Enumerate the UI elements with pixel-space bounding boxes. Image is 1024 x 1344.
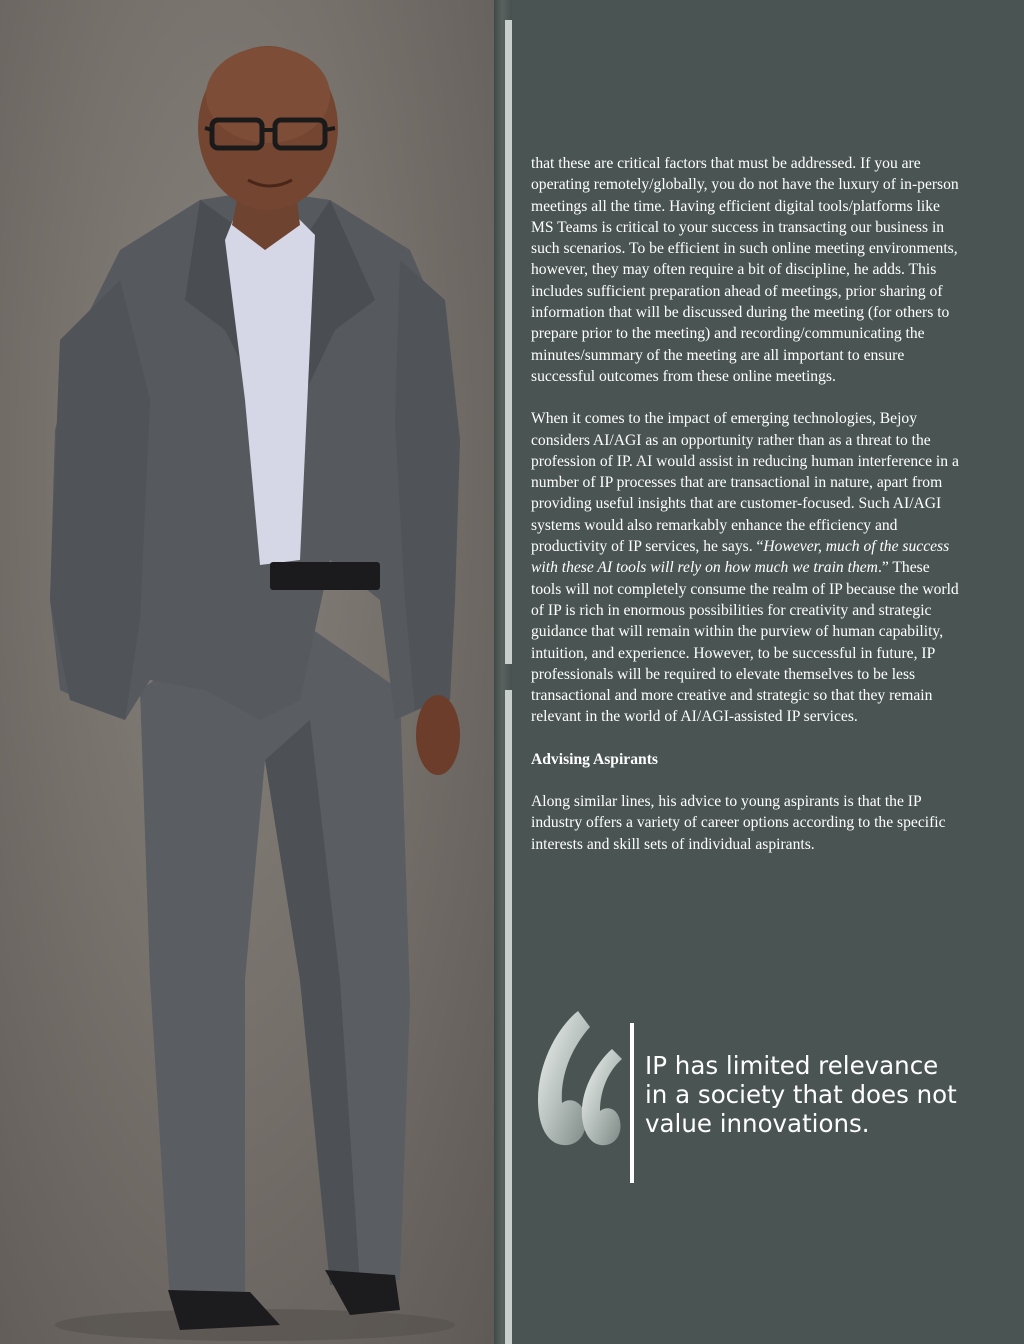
- pull-quote-text: IP has limited relevance in a society that does not value innovations.: [645, 1051, 957, 1138]
- paragraph-text: When it comes to the impact of emerging technologies, Bejoy considers AI/AGI as an opportunity rather than as a threat to the profession of IP. AI would assist in reducing human interference in a number of IP processes that are transactional in nature, apart from providing useful insights that are customer-focused. Such AI/AGI systems would also remarkably enhance the efficiency and productivity of IP services, he says. “: [531, 410, 959, 556]
- accent-bar-upper: [505, 20, 512, 664]
- article-paragraph-1: [531, 153, 963, 387]
- article-paragraph-3: Along similar lines, his advice to young aspirants is that the IP industry offers a variety of career options according to the specific interests and skill sets of individual aspirants.: [531, 793, 946, 853]
- quote-divider-bar: [630, 1023, 634, 1183]
- italic-quote-text: However, much of the success with these AI tools will rely on how much we train them: [531, 538, 950, 577]
- man-in-suit-figure: [0, 0, 494, 1344]
- quote-open-icon: [530, 1005, 625, 1150]
- article-paragraph-2: [531, 408, 963, 727]
- section-subheading: Advising Aspirants: [531, 750, 658, 768]
- paragraph-text: .” These tools will not completely consume the realm of IP because the world of IP is rich in enormous possibilities for creativity and strategic guidance that will remain within the purview of human capability, intuition, and experience. However, to be successful in future, IP professionals will be required to elevate themselves to be less transactional and more creative and strategic so that they remain relevant in the world of AI/AGI-assisted IP services.: [531, 559, 959, 726]
- article-text-column: [531, 153, 963, 876]
- paragraph-text: that these are critical factors that must be addressed. If you are operating remotely/globally, you do not have the luxury of in-person meetings all the time. Having efficient digital tools/platforms like MS Teams is critical to your success in transacting our business in such scenarios. To be efficient in such online meeting environments, however, they may often require a bit of discipline, he adds. This includes sufficient preparation ahead of meetings, prior sharing of information that will be discussed during the meeting (for others to prepare prior to the meeting) and recording/communicating the minutes/summary of the meeting are all important to ensure successful outcomes from these online meetings.: [531, 155, 959, 385]
- portrait-photo: [0, 0, 494, 1344]
- pull-quote: [530, 1005, 970, 1195]
- accent-bar-lower: [505, 690, 512, 1344]
